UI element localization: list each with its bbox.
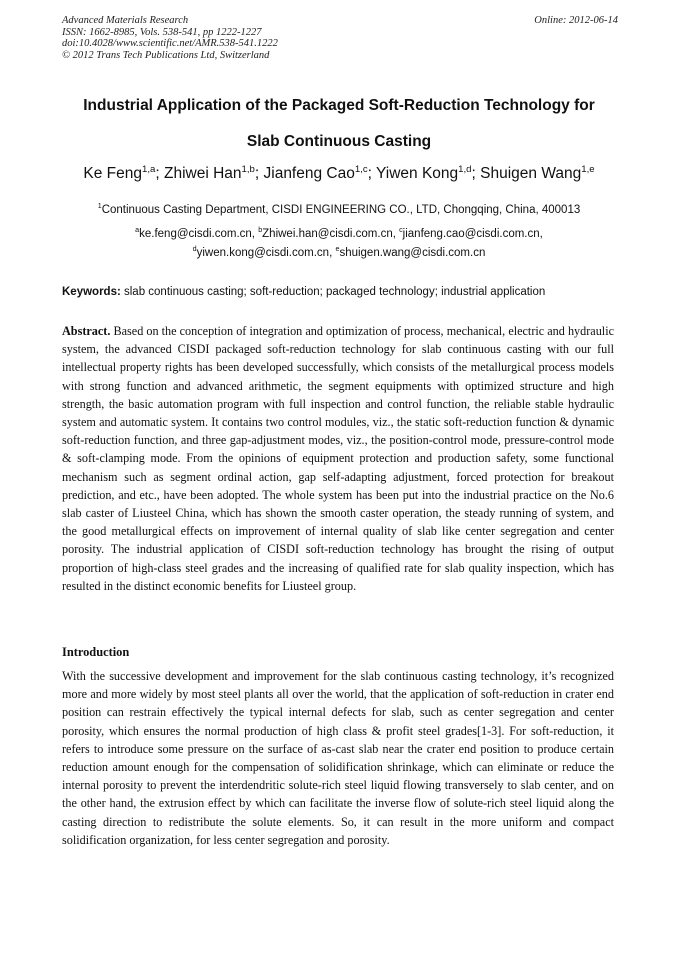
author-affil-sup: 1,c <box>354 163 368 175</box>
keywords <box>62 284 618 300</box>
author-name: Jianfeng Cao <box>263 165 355 182</box>
author-affil-sup: 1,a <box>142 163 156 175</box>
author-affil-sup: 1,e <box>581 163 595 175</box>
email-d[interactable]: yiwen.kong@cisdi.com.cn, <box>196 247 336 259</box>
author-separator: ; <box>155 165 164 182</box>
author <box>83 165 164 182</box>
keywords-label: Keywords: <box>62 286 121 298</box>
author <box>164 165 264 182</box>
author-separator: ; <box>254 165 264 182</box>
title-line-2: Slab Continuous Casting <box>246 133 432 150</box>
affiliation <box>40 202 638 218</box>
abstract-paragraph <box>62 322 614 595</box>
keywords-text: slab continuous casting; soft-reduction; packaged technology; industrial application <box>120 286 546 298</box>
author <box>264 165 377 182</box>
paper-title <box>40 88 638 160</box>
author-name: Shuigen Wang <box>480 165 582 182</box>
email-e[interactable]: shuigen.wang@cisdi.com.cn <box>339 247 486 259</box>
email-sup: c <box>399 226 403 235</box>
copyright-line: © 2012 Trans Tech Publications Ltd, Switzerland <box>62 49 270 61</box>
email-line-2 <box>40 244 638 263</box>
author-name: Yiwen Kong <box>376 165 459 182</box>
issn-line: ISSN: 1662-8985, Vols. 538-541, pp 1222-1227 <box>62 26 262 38</box>
journal-header <box>62 15 618 61</box>
affiliation-text: Continuous Casting Department, CISDI ENGINEERING CO., LTD, Chongqing, China, 400013 <box>101 204 581 216</box>
author-name: Zhiwei Han <box>164 165 242 182</box>
author-separator: ; <box>367 165 376 182</box>
author-emails <box>40 225 638 263</box>
email-a[interactable]: ke.feng@cisdi.com.cn, <box>139 228 259 240</box>
abstract-label: Abstract. <box>62 324 111 338</box>
email-b[interactable]: Zhiwei.han@cisdi.com.cn, <box>262 228 400 240</box>
email-sup: a <box>135 226 140 235</box>
email-sup: b <box>258 226 263 235</box>
author-name: Ke Feng <box>83 165 143 182</box>
author-affil-sup: 1,d <box>458 163 472 175</box>
title-line-1: Industrial Application of the Packaged Soft-Reduction Technology for <box>83 97 595 114</box>
author <box>376 165 480 182</box>
online-date: Online: 2012-06-14 <box>534 15 618 26</box>
email-line-1 <box>40 225 638 244</box>
abstract-text: Based on the conception of integration and optimization of process, mechanical, electric and hydraulic system, the advanced CISDI packaged soft-reduction technology for slab continuous casting with our full intellectual property rights has been developed successfully, which consists of the metallurgical process models with strong function and advanced arithmetic, the segment equipments with optimized structure and high strength, the basic automation program with full inspection and control function, the reliable stable hydraulic system and automatic system. It contains two control modules, viz., the static soft-reduction function & dynamic soft-reduction function, and three gap-adjustment modes, viz., the position-control mode, pressure-control mode & soft-clamping mode. From the opinions of equipment protection and production safety, some functional mechanism such as segment ordinal action, gap self-adapting adjustment, forced protection for breakout prediction, and etc., have been adopted. The whole system has been put into the industrial practice on the No.6 slab caster of Liusteel China, which has shown the smooth caster operation, the steady running of system, and the good metallurgical effects on improvement of internal quality of slab like center segregation and center porosity. The industrial application of CISDI soft-reduction technology has brought the rising of output proportion of high-class steel grades and the increasing of qualified rate for slab quality inspection, which has resulted in the distinct economic benefits for Liusteel group. <box>62 324 614 593</box>
introduction-paragraph: With the successive development and improvement for the slab continuous casting technology, it’s recognized more and more widely by most steel plants all over the world, that the application of soft-reduction in crater end position can restrain effectively the typical internal defects for slab, such as center segregation and center porosity, which ensures the normal production of high class & profit steel grades[1-3]. For soft-reduction, it refers to introduce some pressure on the surface of as-cast slab near the crater end position to produce certain reduction amount enough for the compensation of solidification shrinkage, which can eliminate or reduce the internal porosity to prevent the interdendritic solute-rich steel liquid flowing transversely to slab center, and on the other hand, the extrusion effect by which can facilitate the inverse flow of solute-rich steel liquid along the casting direction to redistribute the solute elements. So, it can result in the more uniform and compact solidification organization, for less center segregation and porosity. <box>62 669 614 847</box>
author-list <box>40 163 638 185</box>
email-c[interactable]: jianfeng.cao@cisdi.com.cn, <box>402 228 543 240</box>
doi-line[interactable]: doi:10.4028/www.scientific.net/AMR.538-541.1222 <box>62 38 278 49</box>
introduction-heading: Introduction <box>62 645 130 659</box>
email-sup: e <box>335 245 340 254</box>
journal-name: Advanced Materials Research <box>62 15 189 26</box>
author <box>480 165 594 182</box>
email-sup: d <box>192 245 197 254</box>
affiliation-sup: 1 <box>97 202 102 211</box>
author-separator: ; <box>471 165 481 182</box>
author-affil-sup: 1,b <box>241 163 255 175</box>
